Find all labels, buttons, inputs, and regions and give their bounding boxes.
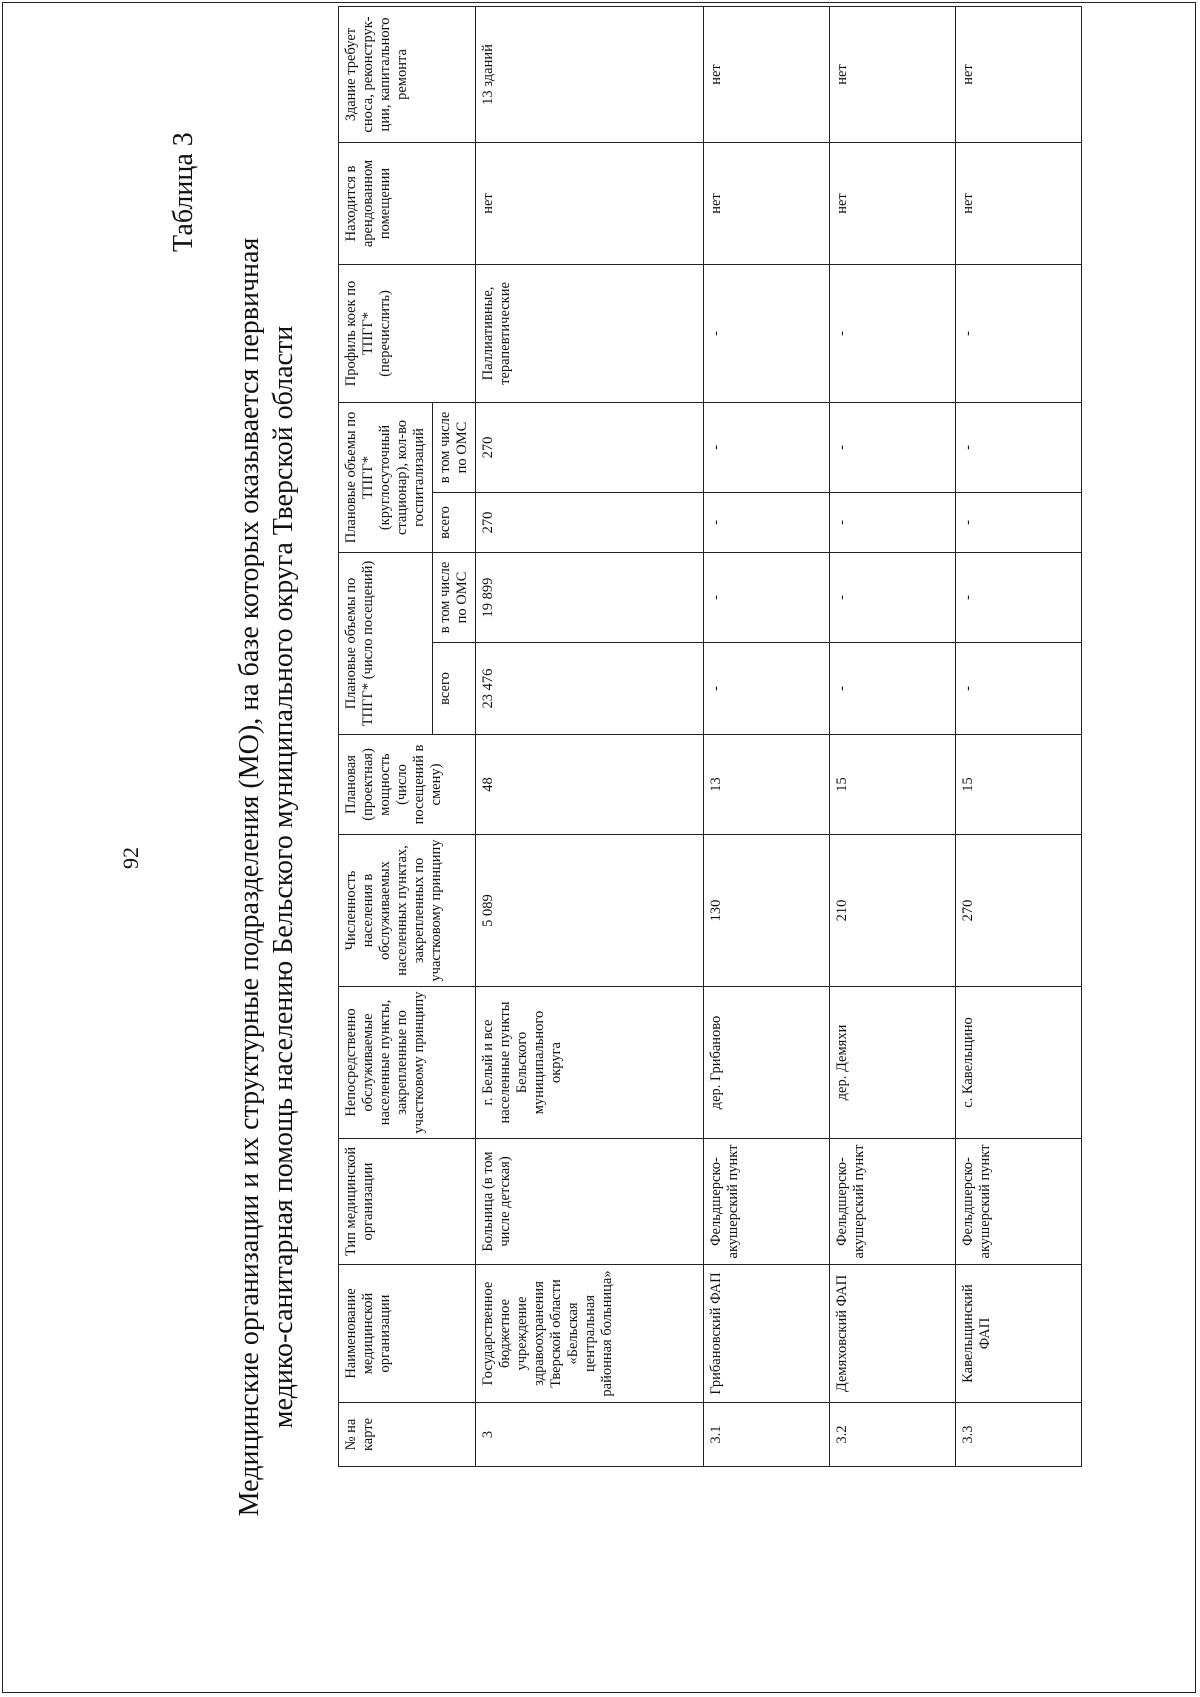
cell-capacity: 48: [476, 735, 704, 835]
organizations-table: [338, 6, 1082, 1467]
cell-population: 5 089: [476, 835, 704, 987]
cell-num: 3.1: [704, 1403, 830, 1467]
cell-served: дер. Демяхи: [830, 987, 956, 1139]
header-hosp-total: всего: [433, 493, 476, 553]
cell-name: Кавельщинский ФАП: [956, 1265, 1082, 1403]
cell-hosp-total: -: [956, 493, 1082, 553]
header-num: № на карте: [339, 1403, 476, 1467]
header-name: Наименование медицинской организации: [339, 1265, 476, 1403]
cell-rented: нет: [704, 142, 830, 264]
cell-capacity: 15: [830, 735, 956, 835]
header-type: Тип медицинской организации: [339, 1139, 476, 1265]
cell-capacity: 13: [704, 735, 830, 835]
cell-beds: Паллиативные, терапевтические: [476, 264, 704, 402]
cell-visits-total: -: [956, 643, 1082, 735]
cell-building: нет: [956, 6, 1082, 142]
cell-hosp-total: 270: [476, 493, 704, 553]
cell-visits-total: -: [830, 643, 956, 735]
header-served: Непосредственно обслуживаемые населенные пункты, закрепленные по участковому принципу: [339, 987, 476, 1139]
cell-type: Фельдшерско-акушерский пункт: [956, 1139, 1082, 1265]
cell-building: нет: [704, 6, 830, 142]
header-visits: Плановые объемы по ТПГГ* (число посещений): [339, 553, 433, 735]
cell-population: 130: [704, 835, 830, 987]
cell-visits-total: 23 476: [476, 643, 704, 735]
cell-visits-total: -: [704, 643, 830, 735]
cell-population: 210: [830, 835, 956, 987]
cell-population: 270: [956, 835, 1082, 987]
header-hosp: Плановые объемы по ТПГГ* (круглосуточный стационар), кол-во госпитализаций: [339, 402, 433, 552]
cell-hosp-total: -: [704, 493, 830, 553]
cell-beds: -: [830, 264, 956, 402]
cell-hosp-oms: 270: [476, 402, 704, 492]
cell-visits-oms: -: [956, 553, 1082, 643]
cell-rented: нет: [830, 142, 956, 264]
cell-num: 3.3: [956, 1403, 1082, 1467]
cell-beds: -: [956, 264, 1082, 402]
cell-beds: -: [704, 264, 830, 402]
cell-visits-oms: -: [830, 553, 956, 643]
cell-building: 13 зданий: [476, 6, 704, 142]
table-row: [704, 6, 830, 1466]
cell-name: Государственное бюджетное учреждение здравоохранения Тверской области «Бельская центральная районная больница»: [476, 1265, 704, 1403]
header-beds: Профиль коек по ТПГГ* (перечислить): [339, 264, 476, 402]
cell-hosp-oms: -: [704, 402, 830, 492]
cell-capacity: 15: [956, 735, 1082, 835]
cell-rented: нет: [956, 142, 1082, 264]
cell-type: Фельдшерско-акушерский пункт: [830, 1139, 956, 1265]
cell-served: с. Кавельщино: [956, 987, 1082, 1139]
cell-type: Больница (в том числе детская): [476, 1139, 704, 1265]
header-population: Численность населения в обслуживаемых населенных пунктах, закрепленных по участковому принципу: [339, 835, 476, 987]
table-row: [956, 6, 1082, 1466]
header-building: Здание требует сноса, реконструк-ции, капитального ремонта: [339, 6, 476, 142]
header-hosp-oms: в том числе по ОМС: [433, 402, 476, 492]
cell-hosp-oms: -: [830, 402, 956, 492]
cell-name: Демяховский ФАП: [830, 1265, 956, 1403]
cell-name: Грибановский ФАП: [704, 1265, 830, 1403]
cell-served: дер. Грибаново: [704, 987, 830, 1139]
cell-rented: нет: [476, 142, 704, 264]
cell-type: Фельдшерско-акушерский пункт: [704, 1139, 830, 1265]
cell-visits-oms: 19 899: [476, 553, 704, 643]
page-number: 92: [118, 847, 143, 869]
cell-building: нет: [830, 6, 956, 142]
cell-visits-oms: -: [704, 553, 830, 643]
header-capacity: Плановая (проектная) мощность (число посещений в смену): [339, 735, 476, 835]
table-row: [476, 6, 704, 1466]
cell-hosp-total: -: [830, 493, 956, 553]
cell-num: 3.2: [830, 1403, 956, 1467]
header-visits-total: всего: [433, 643, 476, 735]
cell-num: 3: [476, 1403, 704, 1467]
cell-served: г. Белый и все населенные пункты Бельского муниципального округа: [476, 987, 704, 1139]
header-rented: Находится в арендованном помещении: [339, 142, 476, 264]
table-row: [830, 6, 956, 1466]
document-title: Медицинские организации и их структурные подразделения (МО), на базе которых оказывается первичная медико-санитарная помощь населению Бельского муниципального округа Тверской области: [234, 237, 299, 1517]
header-visits-oms: в том числе по ОМС: [433, 553, 476, 643]
table-label: Таблица 3: [168, 132, 199, 252]
header-row: [339, 6, 433, 1466]
cell-hosp-oms: -: [956, 402, 1082, 492]
